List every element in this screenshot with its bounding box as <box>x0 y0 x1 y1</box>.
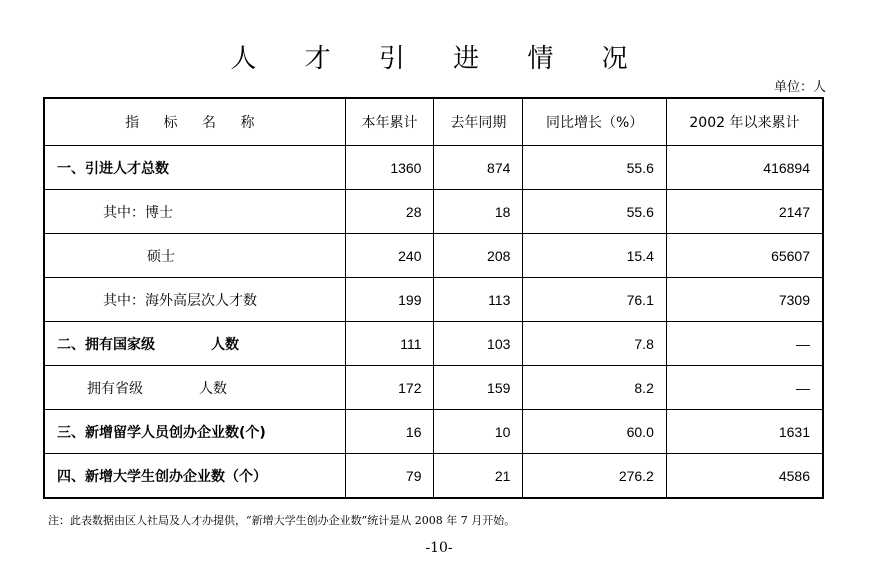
row-name: 二、拥有国家级 人数 <box>44 322 345 366</box>
cell-last: 21 <box>434 454 523 499</box>
cell-last: 159 <box>434 366 523 410</box>
cell-growth: 76.1 <box>523 278 666 322</box>
header-since-2002: 2002 年以来累计 <box>666 98 823 146</box>
cell-total: 65607 <box>666 234 823 278</box>
cell-growth: 55.6 <box>523 190 666 234</box>
cell-last: 208 <box>434 234 523 278</box>
header-current-total: 本年累计 <box>345 98 434 146</box>
cell-growth: 15.4 <box>523 234 666 278</box>
cell-current: 1360 <box>345 146 434 190</box>
cell-current: 28 <box>345 190 434 234</box>
cell-total: — <box>666 366 823 410</box>
row-name: 拥有省级 人数 <box>44 366 345 410</box>
table-row <box>44 278 823 322</box>
cell-current: 199 <box>345 278 434 322</box>
cell-growth: 7.8 <box>523 322 666 366</box>
unit-label: 单位：人 <box>773 80 826 95</box>
cell-last: 18 <box>434 190 523 234</box>
row-name: 四、新增大学生创办企业数（个） <box>44 454 345 499</box>
header-last-year: 去年同期 <box>434 98 523 146</box>
table-header-row <box>44 98 823 146</box>
cell-current: 111 <box>345 322 434 366</box>
row-name: 其中：博士 <box>44 190 345 234</box>
cell-total: 1631 <box>666 410 823 454</box>
cell-total: — <box>666 322 823 366</box>
table-row <box>44 234 823 278</box>
cell-current: 172 <box>345 366 434 410</box>
row-name: 三、新增留学人员创办企业数(个) <box>44 410 345 454</box>
table-row <box>44 322 823 366</box>
cell-growth: 276.2 <box>523 454 666 499</box>
cell-last: 113 <box>434 278 523 322</box>
row-name: 硕士 <box>44 234 345 278</box>
cell-growth: 60.0 <box>523 410 666 454</box>
cell-growth: 55.6 <box>523 146 666 190</box>
cell-current: 79 <box>345 454 434 499</box>
talent-table <box>43 97 824 499</box>
table-row <box>44 146 823 190</box>
header-indicator-name: 指 标 名 称 <box>44 98 345 146</box>
page-number: -10- <box>425 540 453 556</box>
table-row <box>44 366 823 410</box>
cell-current: 16 <box>345 410 434 454</box>
cell-current: 240 <box>345 234 434 278</box>
table-row <box>44 454 823 499</box>
table-row <box>44 190 823 234</box>
cell-total: 4586 <box>666 454 823 499</box>
row-name: 一、引进人才总数 <box>44 146 345 190</box>
cell-total: 2147 <box>666 190 823 234</box>
cell-last: 103 <box>434 322 523 366</box>
footnote: 注：此表数据由区人社局及人才办提供，“新增大学生创办企业数”统计是从 2008 年 7 月开始。 <box>48 514 516 527</box>
row-name: 其中：海外高层次人才数 <box>44 278 345 322</box>
table-row <box>44 410 823 454</box>
cell-growth: 8.2 <box>523 366 666 410</box>
cell-total: 7309 <box>666 278 823 322</box>
cell-last: 874 <box>434 146 523 190</box>
header-growth: 同比增长（%） <box>523 98 666 146</box>
cell-last: 10 <box>434 410 523 454</box>
cell-total: 416894 <box>666 146 823 190</box>
page-title: 人 才 引 进 情 况 <box>230 44 648 74</box>
